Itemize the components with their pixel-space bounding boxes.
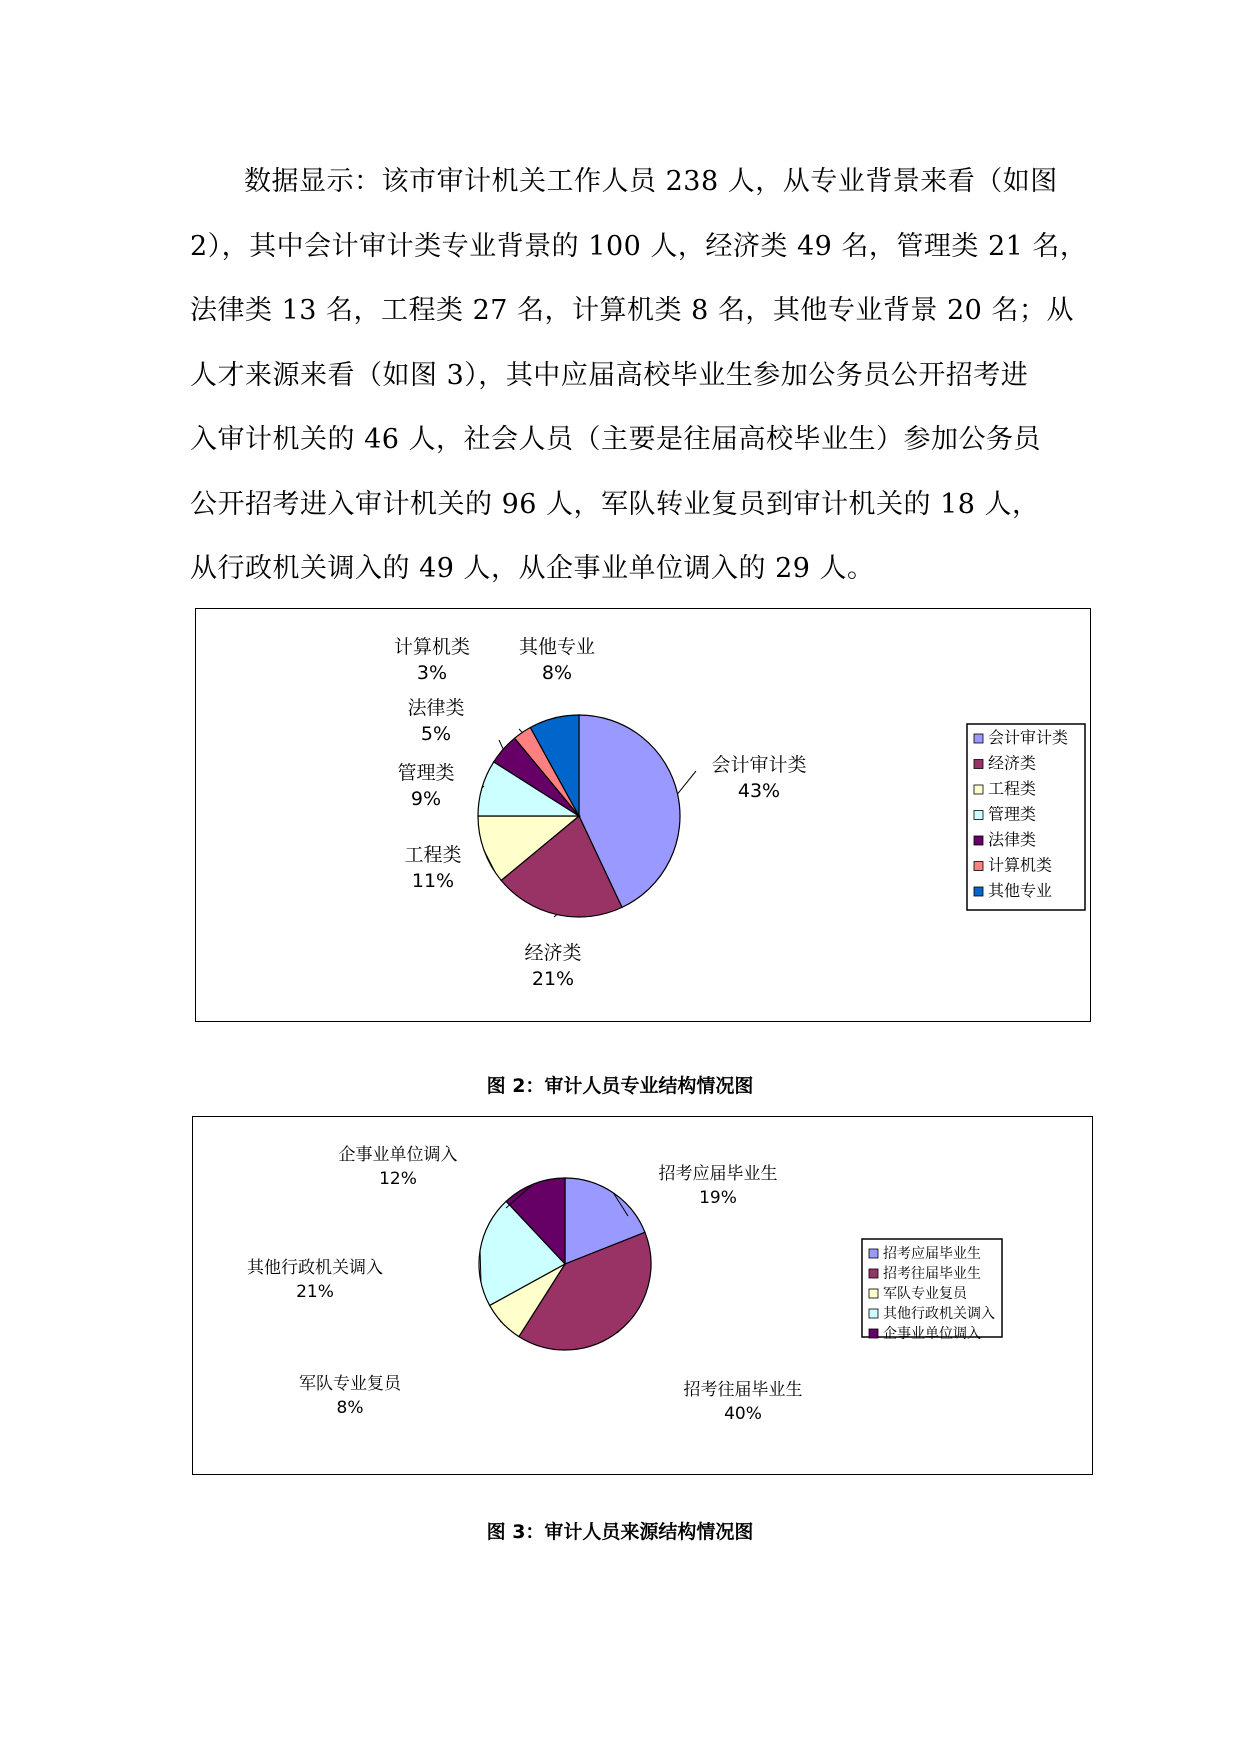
paragraph-line: 公开招考进入审计机关的 96 人，军队转业复员到审计机关的 18 人， bbox=[190, 488, 1040, 520]
slice-percent-label: 12% bbox=[379, 1169, 417, 1189]
legend-swatch bbox=[974, 887, 983, 896]
leader-line bbox=[519, 729, 522, 732]
legend-label: 管理类 bbox=[988, 804, 1037, 824]
legend-label: 计算机类 bbox=[988, 855, 1053, 875]
profession-pie-svg bbox=[196, 609, 1092, 1023]
legend-swatch bbox=[974, 836, 983, 845]
leader-line bbox=[678, 771, 696, 794]
slice-percent-label: 5% bbox=[420, 723, 452, 745]
slice-percent-label: 8% bbox=[336, 1398, 364, 1418]
legend-label: 法律类 bbox=[988, 830, 1037, 849]
slice-category-label: 会计审计类 bbox=[711, 754, 807, 776]
legend-label: 招考应届毕业生 bbox=[883, 1246, 981, 1262]
slice-percent-label: 40% bbox=[724, 1404, 762, 1424]
slice-category-label: 企事业单位调入 bbox=[338, 1145, 458, 1165]
source-pie-chart bbox=[192, 1116, 1093, 1475]
legend-swatch bbox=[974, 811, 983, 820]
legend-label: 经济类 bbox=[988, 753, 1037, 773]
slice-percent-label: 19% bbox=[699, 1188, 737, 1208]
paragraph-line: 2），其中会计审计类专业背景的 100 人，经济类 49 名，管理类 21 名， bbox=[190, 230, 1088, 262]
slice-category-label: 招考应届毕业生 bbox=[658, 1164, 778, 1184]
profession-pie-chart bbox=[195, 608, 1091, 1022]
paragraph-line: 从行政机关调入的 49 人，从企事业单位调入的 29 人。 bbox=[190, 553, 875, 584]
legend-label: 军队专业复员 bbox=[883, 1286, 967, 1302]
paragraph-line: 人才来源来看（如图 3），其中应届高校毕业生参加公务员公开招考进 bbox=[190, 359, 1029, 391]
legend-label: 会计审计类 bbox=[988, 728, 1069, 747]
legend-swatch bbox=[974, 734, 983, 743]
figure-3-caption: 图 3：审计人员来源结构情况图 bbox=[486, 1521, 754, 1543]
legend-swatch bbox=[869, 1289, 878, 1298]
leader-line bbox=[499, 740, 503, 749]
slice-percent-label: 43% bbox=[737, 780, 781, 802]
legend-swatch bbox=[869, 1309, 878, 1318]
slice-category-label: 管理类 bbox=[397, 762, 455, 784]
legend-swatch bbox=[869, 1329, 878, 1338]
slice-category-label: 招考往届毕业生 bbox=[683, 1380, 803, 1400]
paragraph-line: 数据显示：该市审计机关工作人员 238 人，从专业背景来看（如图 bbox=[244, 166, 1058, 197]
slice-category-label: 经济类 bbox=[524, 942, 582, 964]
legend-swatch bbox=[974, 760, 983, 769]
legend-label: 其他行政机关调入 bbox=[883, 1306, 995, 1322]
legend-swatch bbox=[974, 862, 983, 871]
legend-label: 企事业单位调入 bbox=[883, 1326, 981, 1342]
slice-percent-label: 21% bbox=[296, 1282, 334, 1302]
slice-category-label: 计算机类 bbox=[393, 636, 471, 658]
figure-2-caption: 图 2：审计人员专业结构情况图 bbox=[486, 1075, 754, 1097]
legend-label: 招考往届毕业生 bbox=[883, 1266, 981, 1282]
slice-percent-label: 3% bbox=[416, 662, 448, 684]
legend-label: 工程类 bbox=[988, 779, 1037, 798]
paragraph-line: 法律类 13 名，工程类 27 名，计算机类 8 名，其他专业背景 20 名；从 bbox=[190, 295, 1074, 326]
body-paragraph bbox=[190, 150, 1088, 602]
slice-percent-label: 11% bbox=[411, 870, 455, 892]
legend-swatch bbox=[869, 1269, 878, 1278]
slice-category-label: 工程类 bbox=[404, 844, 462, 866]
slice-percent-label: 8% bbox=[541, 662, 573, 684]
slice-percent-label: 21% bbox=[531, 968, 575, 990]
slice-category-label: 其他专业 bbox=[518, 636, 596, 658]
paragraph-line: 入审计机关的 46 人，社会人员（主要是往届高校毕业生）参加公务员 bbox=[190, 424, 1042, 455]
legend-swatch bbox=[974, 785, 983, 794]
slice-percent-label: 9% bbox=[410, 788, 442, 810]
slice-category-label: 法律类 bbox=[407, 697, 465, 719]
slice-category-label: 其他行政机关调入 bbox=[247, 1258, 383, 1278]
leader-line bbox=[554, 915, 557, 917]
slice-category-label: 军队专业复员 bbox=[299, 1374, 401, 1394]
source-pie-svg bbox=[193, 1117, 1094, 1476]
legend-swatch bbox=[869, 1249, 878, 1258]
legend-label: 其他专业 bbox=[988, 881, 1053, 900]
